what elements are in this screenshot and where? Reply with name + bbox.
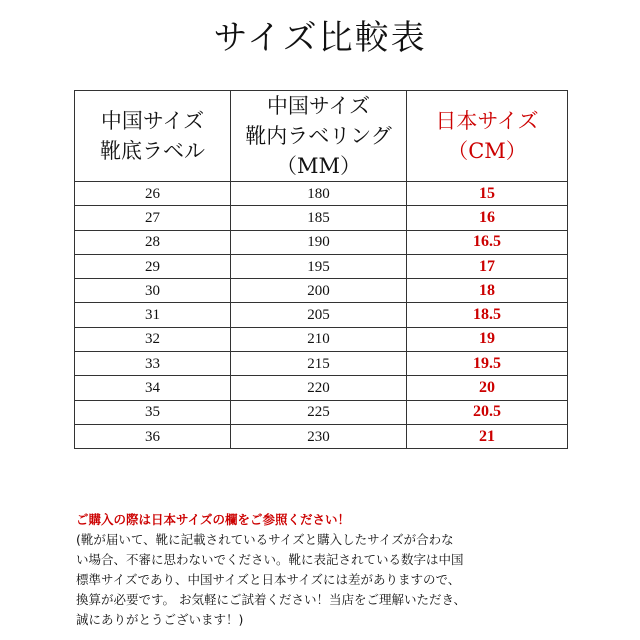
note-body: (靴が届いて、靴に記載されているサイズと購入したサイズが合わな い場合、不審に思わないでください。靴に表記されている数字は中国 標準サイズであり、中国サイズと日本サイズには差がありますので、 換算が必要です。 お気軽にご試着ください！当店をご理解いただき、 誠にありがとうございます！) (76, 532, 466, 627)
header-line: （CM） (447, 139, 527, 163)
table-row (75, 303, 568, 327)
cell-china-inner-mm: 205 (231, 303, 407, 327)
purchase-note (76, 510, 576, 630)
table-row (75, 352, 568, 376)
header-line: 靴底ラベル (100, 139, 205, 163)
cell-japan-size-cm: 17 (407, 254, 568, 278)
cell-japan-size-cm: 21 (407, 424, 568, 448)
cell-japan-size-cm: 20.5 (407, 400, 568, 424)
header-line: （MM） (275, 154, 361, 178)
cell-china-sole-size: 36 (75, 424, 231, 448)
cell-china-inner-mm: 195 (231, 254, 407, 278)
note-headline: ご購入の際は日本サイズの欄をご参照ください！ (76, 512, 351, 527)
header-line: 中国サイズ (266, 94, 371, 118)
cell-china-sole-size: 26 (75, 182, 231, 206)
table-row (75, 206, 568, 230)
cell-china-sole-size: 27 (75, 206, 231, 230)
cell-china-inner-mm: 215 (231, 352, 407, 376)
cell-china-inner-mm: 225 (231, 400, 407, 424)
cell-japan-size-cm: 20 (407, 376, 568, 400)
cell-japan-size-cm: 19 (407, 327, 568, 351)
cell-japan-size-cm: 18 (407, 279, 568, 303)
header-china-sole-label (75, 91, 231, 182)
cell-china-sole-size: 32 (75, 327, 231, 351)
cell-china-inner-mm: 220 (231, 376, 407, 400)
table-header-row (75, 91, 568, 182)
table-row (75, 424, 568, 448)
cell-japan-size-cm: 16.5 (407, 230, 568, 254)
table-row (75, 230, 568, 254)
cell-china-inner-mm: 190 (231, 230, 407, 254)
header-china-inner-label-mm (231, 91, 407, 182)
cell-china-sole-size: 33 (75, 352, 231, 376)
header-line: 靴内ラベリング (245, 124, 392, 148)
table-row (75, 400, 568, 424)
cell-japan-size-cm: 16 (407, 206, 568, 230)
cell-japan-size-cm: 15 (407, 182, 568, 206)
header-line: 日本サイズ (435, 109, 539, 133)
cell-china-inner-mm: 200 (231, 279, 407, 303)
table-body (75, 182, 568, 449)
cell-china-sole-size: 28 (75, 230, 231, 254)
cell-china-inner-mm: 230 (231, 424, 407, 448)
cell-china-sole-size: 30 (75, 279, 231, 303)
header-line: 中国サイズ (100, 109, 205, 133)
cell-japan-size-cm: 18.5 (407, 303, 568, 327)
cell-china-sole-size: 29 (75, 254, 231, 278)
cell-china-sole-size: 35 (75, 400, 231, 424)
table-row (75, 327, 568, 351)
page-title: サイズ比較表 (213, 18, 427, 58)
header-japan-size-cm (407, 91, 568, 182)
cell-japan-size-cm: 19.5 (407, 352, 568, 376)
cell-china-inner-mm: 180 (231, 182, 407, 206)
cell-china-inner-mm: 185 (231, 206, 407, 230)
table-row (75, 376, 568, 400)
table-row (75, 182, 568, 206)
cell-china-sole-size: 34 (75, 376, 231, 400)
cell-china-inner-mm: 210 (231, 327, 407, 351)
table-row (75, 279, 568, 303)
cell-china-sole-size: 31 (75, 303, 231, 327)
table-row (75, 254, 568, 278)
size-comparison-table (74, 90, 568, 449)
